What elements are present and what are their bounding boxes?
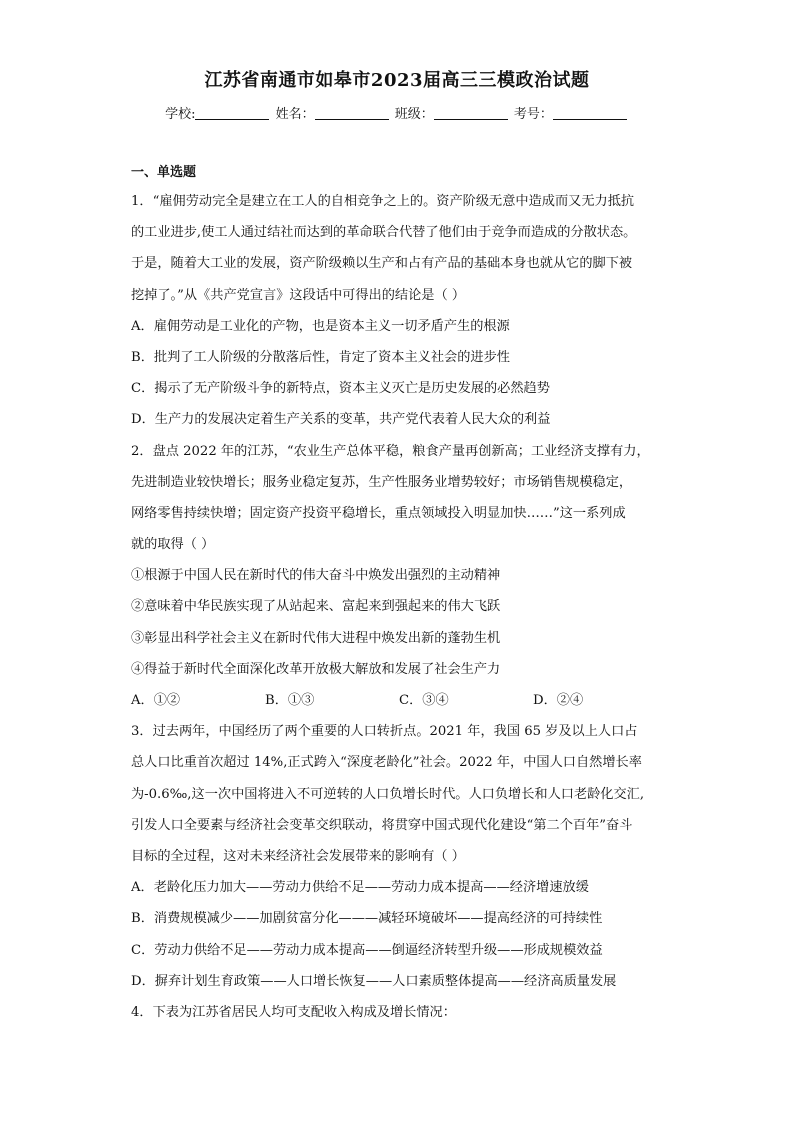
question-1-option-a[interactable]: A．雇佣劳动是工业化的产物，也是资本主义一切矛盾产生的根源 (131, 318, 510, 334)
question-3-stem-line: 总人口比重首次超过 14%,正式跨入“深度老龄化”社会。2022 年，中国人口自然增长率 (131, 755, 642, 771)
question-2-item-3: ③彰显出科学社会主义在新时代伟大进程中焕发出新的蓬勃生机 (131, 630, 501, 646)
questions (131, 160, 667, 1028)
question-3-option-d[interactable]: D．摒弃计划生育政策——人口增长恢复——人口素质整体提高——经济高质量发展 (131, 973, 617, 989)
question-1-option-c[interactable]: C．揭示了无产阶级斗争的新特点，资本主义灭亡是历史发展的必然趋势 (131, 381, 550, 397)
student-info-row (0, 103, 794, 122)
question-1-stem-line: 1．“雇佣劳动完全是建立在工人的自相竞争之上的。资产阶级无意中造成而又无力抵抗 (131, 194, 635, 209)
section-heading: 一、单选题 (131, 165, 197, 180)
question-4 (131, 997, 667, 1028)
question-2-item-4: ④得益于新时代全面深化改革开放极大解放和发展了社会生产力 (131, 661, 501, 677)
question-2-item-1: ①根源于中国人民在新时代的伟大奋斗中焕发出强烈的主动精神 (131, 568, 501, 584)
question-3-stem-line: 3．过去两年，中国经历了两个重要的人口转折点。2021 年，我国 65 岁及以上人口占 (131, 724, 638, 740)
class-label: 班级： (394, 107, 434, 122)
question-3-option-c[interactable]: C．劳动力供给不足——劳动力成本提高——倒逼经济转型升级——形成规模效益 (131, 942, 603, 958)
question-4-stem-line: 4．下表为江苏省居民人均可支配收入构成及增长情况： (131, 1004, 456, 1020)
question-1-stem-line: 的工业进步,使工人通过结社而达到的革命联合代替了他们由于竞争而造成的分散状态。 (131, 225, 637, 241)
question-3-stem-line: 为-0.6‰,这一次中国将进入不可逆转的人口负增长时代。人口负增长和人口老龄化交汇, (131, 786, 645, 802)
question-3 (131, 716, 667, 997)
question-3-stem-line: 目标的全过程，这对未来经济社会发展带来的影响有（ ） (131, 848, 465, 864)
name-label: 姓名： (275, 107, 315, 122)
question-2-options (131, 685, 667, 716)
school-blank[interactable] (195, 107, 269, 120)
question-2 (131, 436, 667, 717)
school-label: 学校: (165, 107, 196, 122)
question-3-option-a[interactable]: A．老龄化压力加大——劳动力供给不足——劳动力成本提高——经济增速放缓 (131, 880, 589, 896)
question-2-option-d[interactable]: D．②④ (533, 693, 584, 708)
question-2-option-b[interactable]: B．①③ (265, 693, 315, 708)
question-1-stem-line: 于是，随着大工业的发展，资产阶级赖以生产和占有产品的基础本身也就从它的脚下被 (131, 256, 633, 272)
question-1-stem-line: 挖掉了。”从《共产党宣言》这段话中可得出的结论是（ ） (131, 287, 466, 303)
question-2-item-2: ②意味着中华民族实现了从站起来、富起来到强起来的伟大飞跃 (131, 599, 501, 615)
class-blank[interactable] (434, 107, 508, 120)
page-title: 江苏省南通市如皋市2023届高三三模政治试题 (204, 70, 590, 91)
question-2-stem-line: 网络零售持续快增；固定资产投资平稳增长，重点领域投入明显加快……”这一系列成 (131, 505, 626, 521)
name-blank[interactable] (315, 107, 389, 120)
question-3-stem-line: 引发人口全要素与经济社会变革交织联动，将贯穿中国式现代化建设“第二个百年”奋斗 (131, 817, 633, 833)
question-3-option-b[interactable]: B．消费规模减少——加剧贫富分化———减轻环境破坏——提高经济的可持续性 (131, 911, 603, 927)
question-1-option-b[interactable]: B．批判了工人阶级的分散落后性，肯定了资本主义社会的进步性 (131, 349, 510, 365)
question-2-stem-line: 就的取得（ ） (131, 537, 215, 553)
exam-no-blank[interactable] (553, 107, 627, 120)
question-2-option-a[interactable]: A．①② (131, 693, 181, 708)
exam-no-label: 考号： (513, 107, 553, 122)
question-1 (131, 186, 667, 436)
question-2-stem-line: 2．盘点 2022 年的江苏，“农业生产总体平稳，粮食产量再创新高；工业经济支撑有力， (131, 443, 650, 459)
question-1-option-d[interactable]: D．生产力的发展决定着生产关系的变革，共产党代表着人民大众的利益 (131, 412, 551, 428)
question-2-stem-line: 先进制造业较快增长；服务业稳定复苏，生产性服务业增势较好；市场销售规模稳定， (131, 474, 633, 490)
question-2-option-c[interactable]: C．③④ (399, 693, 449, 708)
